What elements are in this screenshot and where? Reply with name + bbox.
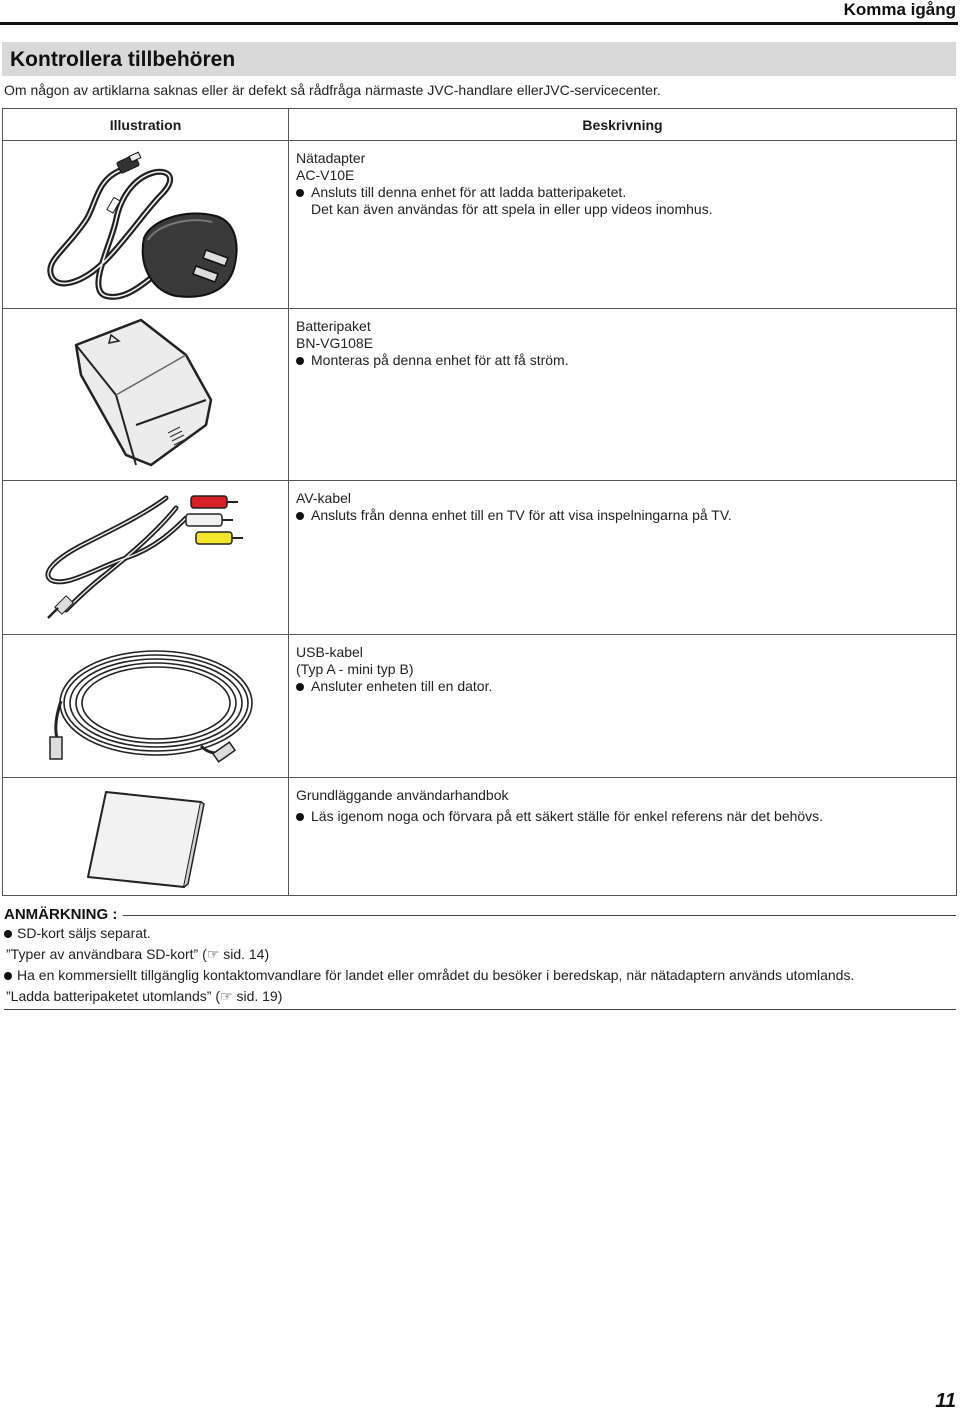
item-bullet bbox=[296, 678, 948, 695]
yellow-plug bbox=[196, 532, 232, 544]
reference-page: sid. 19) bbox=[232, 988, 283, 1004]
column-header-description: Beskrivning bbox=[289, 109, 957, 141]
note-item bbox=[4, 965, 956, 1007]
header-rule bbox=[0, 22, 958, 25]
table-row bbox=[3, 309, 957, 481]
bullet-icon bbox=[296, 813, 304, 821]
reference-page: sid. 14) bbox=[219, 946, 270, 962]
section-label: Komma igång bbox=[843, 0, 956, 19]
bullet-text: Ansluter enheten till en dator. bbox=[311, 678, 493, 694]
accessories-table bbox=[2, 108, 957, 896]
illustration-cell bbox=[3, 141, 289, 309]
description-cell bbox=[289, 141, 957, 309]
intro-text: Om någon av artiklarna saknas eller är defekt så rådfråga närmaste JVC-handlare ellerJVC-servicecenter. bbox=[4, 82, 661, 98]
item-name: Nätadapter bbox=[296, 150, 366, 166]
pointing-hand-icon: ☞ bbox=[206, 946, 220, 962]
table-header-row bbox=[3, 109, 957, 141]
manual-booklet-illustration bbox=[76, 782, 216, 892]
table-row bbox=[3, 141, 957, 309]
description-cell bbox=[289, 481, 957, 635]
bullet-text-continued: Det kan även användas för att spela in eller upp videos inomhus. bbox=[311, 201, 713, 217]
table-row bbox=[3, 778, 957, 896]
red-plug bbox=[191, 496, 227, 508]
title-bar bbox=[2, 42, 956, 76]
bullet-icon bbox=[4, 930, 12, 938]
note-header bbox=[4, 906, 956, 923]
note-rule bbox=[123, 915, 956, 916]
illustration-cell bbox=[3, 309, 289, 481]
item-model: (Typ A - mini typ B) bbox=[296, 661, 414, 677]
reference-text: ”Typer av användbara SD-kort” ( bbox=[6, 946, 207, 962]
page-title: Kontrollera tillbehören bbox=[10, 48, 236, 71]
item-model: AC-V10E bbox=[296, 167, 355, 183]
description-cell bbox=[289, 635, 957, 778]
pointing-hand-icon: ☞ bbox=[220, 988, 233, 1004]
illustration-cell bbox=[3, 481, 289, 635]
bullet-text: Läs igenom noga och förvara på ett säkert ställe för enkel referens när det behövs. bbox=[311, 808, 824, 824]
bullet-text: Monteras på denna enhet för att få ström. bbox=[311, 352, 569, 368]
white-plug bbox=[186, 514, 222, 526]
note-label: ANMÄRKNING : bbox=[4, 906, 118, 923]
item-bullet bbox=[296, 808, 948, 825]
item-model: BN-VG108E bbox=[296, 335, 374, 351]
item-bullet bbox=[296, 352, 948, 369]
bullet-text: Ansluts från denna enhet till en TV för att visa inspelningarna på TV. bbox=[311, 507, 732, 523]
bullet-icon bbox=[296, 189, 304, 197]
note-reference-link[interactable] bbox=[6, 944, 956, 965]
battery-pack-illustration bbox=[56, 315, 236, 475]
item-bullet bbox=[296, 507, 948, 524]
item-name: AV-kabel bbox=[296, 490, 351, 506]
column-header-illustration: Illustration bbox=[3, 109, 289, 141]
av-cable-illustration bbox=[26, 488, 266, 628]
note-item bbox=[4, 923, 956, 965]
reference-text: ”Ladda batteripaketet utomlands” ( bbox=[6, 988, 221, 1004]
item-name: USB-kabel bbox=[296, 644, 363, 660]
item-name: Batteripaket bbox=[296, 318, 371, 334]
note-section bbox=[4, 906, 956, 1010]
bullet-text: Ansluts till denna enhet för att ladda batteripaketet. bbox=[311, 184, 627, 200]
item-bullet bbox=[296, 184, 948, 218]
page-number: 11 bbox=[935, 1390, 956, 1412]
usb-cable-illustration bbox=[36, 641, 256, 771]
table-row bbox=[3, 635, 957, 778]
bullet-icon bbox=[296, 512, 304, 520]
note-bottom-rule bbox=[4, 1009, 956, 1010]
illustration-cell bbox=[3, 778, 289, 896]
bullet-icon bbox=[296, 683, 304, 691]
illustration-cell bbox=[3, 635, 289, 778]
description-cell bbox=[289, 309, 957, 481]
ac-adapter-illustration bbox=[26, 150, 266, 300]
bullet-icon bbox=[296, 357, 304, 365]
note-text: SD-kort säljs separat. bbox=[17, 925, 151, 941]
bullet-icon bbox=[4, 972, 12, 980]
table-row bbox=[3, 481, 957, 635]
description-cell bbox=[289, 778, 957, 896]
item-name: Grundläggande användarhandbok bbox=[296, 787, 509, 803]
note-text: Ha en kommersiellt tillgänglig kontaktomvandlare för landet eller området du besöker i beredskap, när nätadaptern används utomlands. bbox=[17, 967, 855, 983]
note-reference-link[interactable] bbox=[6, 986, 956, 1007]
rca-plugs bbox=[186, 496, 243, 544]
